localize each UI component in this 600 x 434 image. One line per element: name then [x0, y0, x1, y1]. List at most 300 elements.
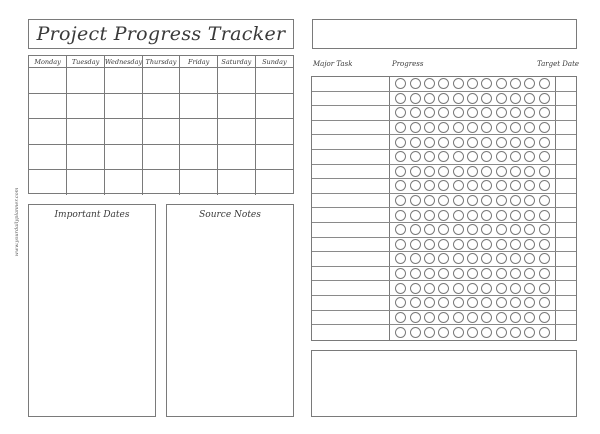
calendar-day-cell[interactable] [255, 170, 293, 195]
calendar-day-cell[interactable] [29, 93, 67, 119]
progress-circle-icon[interactable] [539, 239, 550, 250]
progress-circle-icon[interactable] [510, 166, 521, 177]
progress-cell [390, 165, 556, 179]
task-row [312, 106, 576, 121]
progress-circle-icon[interactable] [453, 253, 464, 264]
source-notes-panel[interactable] [166, 204, 294, 417]
progress-circle-icon[interactable] [424, 327, 435, 338]
progress-cell [390, 311, 556, 325]
progress-circle-icon[interactable] [395, 93, 406, 104]
progress-circle-icon[interactable] [438, 312, 449, 323]
progress-circle-icon[interactable] [539, 93, 550, 104]
progress-circle-icon[interactable] [410, 239, 421, 250]
progress-circle-icon[interactable] [481, 312, 492, 323]
task-row [312, 77, 576, 92]
progress-circle-icon[interactable] [438, 93, 449, 104]
progress-circle-icon[interactable] [496, 297, 507, 308]
progress-cell [390, 194, 556, 208]
calendar-day-cell[interactable] [29, 144, 67, 170]
progress-circle-icon[interactable] [524, 78, 535, 89]
progress-circle-icon[interactable] [539, 151, 550, 162]
calendar-day-cell[interactable] [142, 144, 180, 170]
progress-circle-icon[interactable] [438, 210, 449, 221]
progress-circle-icon[interactable] [453, 312, 464, 323]
task-name-cell[interactable] [312, 252, 390, 266]
progress-circle-icon[interactable] [438, 122, 449, 133]
task-name-cell[interactable] [312, 238, 390, 252]
target-date-cell[interactable] [556, 281, 576, 295]
progress-circle-icon[interactable] [496, 210, 507, 221]
progress-circle-icon[interactable] [424, 268, 435, 279]
calendar-day-cell[interactable] [104, 93, 142, 119]
task-row [312, 238, 576, 253]
progress-circle-icon[interactable] [524, 239, 535, 250]
progress-circle-icon[interactable] [410, 195, 421, 206]
calendar-day-cell[interactable] [104, 144, 142, 170]
progress-circle-icon[interactable] [467, 268, 478, 279]
target-date-cell[interactable] [556, 121, 576, 135]
progress-circle-icon[interactable] [410, 283, 421, 294]
calendar-day-cell[interactable] [142, 68, 180, 94]
progress-circle-icon[interactable] [539, 210, 550, 221]
progress-circle-icon[interactable] [410, 327, 421, 338]
progress-circle-icon[interactable] [467, 224, 478, 235]
progress-circle-icon[interactable] [539, 283, 550, 294]
progress-circle-icon[interactable] [453, 166, 464, 177]
progress-circle-icon[interactable] [410, 180, 421, 191]
progress-circle-icon[interactable] [410, 78, 421, 89]
progress-circle-icon[interactable] [524, 166, 535, 177]
progress-circle-icon[interactable] [467, 327, 478, 338]
calendar-day-cell[interactable] [67, 93, 105, 119]
progress-circle-icon[interactable] [424, 283, 435, 294]
progress-circle-icon[interactable] [424, 78, 435, 89]
progress-circle-icon[interactable] [481, 297, 492, 308]
progress-circle-icon[interactable] [539, 224, 550, 235]
task-name-cell[interactable] [312, 281, 390, 295]
task-name-cell[interactable] [312, 121, 390, 135]
progress-circle-icon[interactable] [395, 180, 406, 191]
progress-circle-icon[interactable] [510, 107, 521, 118]
progress-circle-icon[interactable] [438, 166, 449, 177]
calendar-day-cell[interactable] [104, 119, 142, 145]
progress-circle-icon[interactable] [524, 93, 535, 104]
progress-circle-icon[interactable] [539, 327, 550, 338]
progress-circle-icon[interactable] [453, 195, 464, 206]
progress-circle-icon[interactable] [496, 78, 507, 89]
progress-cell [390, 296, 556, 310]
progress-cell [390, 223, 556, 237]
task-name-cell[interactable] [312, 194, 390, 208]
progress-circle-icon[interactable] [438, 283, 449, 294]
progress-circle-icon[interactable] [410, 268, 421, 279]
progress-circle-icon[interactable] [539, 137, 550, 148]
progress-circle-icon[interactable] [510, 180, 521, 191]
calendar-day-cell[interactable] [218, 170, 256, 195]
progress-circle-icon[interactable] [410, 107, 421, 118]
progress-circle-icon[interactable] [453, 239, 464, 250]
progress-circle-icon[interactable] [438, 297, 449, 308]
progress-circle-icon[interactable] [467, 297, 478, 308]
important-dates-heading: Important Dates [54, 210, 130, 220]
progress-circle-icon[interactable] [510, 297, 521, 308]
progress-circle-icon[interactable] [424, 122, 435, 133]
progress-cell [390, 92, 556, 106]
progress-circle-icon[interactable] [424, 195, 435, 206]
progress-circle-icon[interactable] [539, 268, 550, 279]
progress-circle-icon[interactable] [467, 283, 478, 294]
progress-circle-icon[interactable] [539, 107, 550, 118]
progress-circle-icon[interactable] [496, 327, 507, 338]
progress-circle-icon[interactable] [496, 180, 507, 191]
calendar-day-cell[interactable] [29, 68, 67, 94]
progress-circle-icon[interactable] [524, 137, 535, 148]
task-name-cell[interactable] [312, 179, 390, 193]
progress-circle-icon[interactable] [524, 122, 535, 133]
progress-circle-icon[interactable] [438, 107, 449, 118]
task-name-cell[interactable] [312, 208, 390, 222]
progress-circle-icon[interactable] [438, 224, 449, 235]
progress-circle-icon[interactable] [524, 283, 535, 294]
progress-circle-icon[interactable] [481, 268, 492, 279]
progress-circle-icon[interactable] [395, 224, 406, 235]
calendar-day-cell[interactable] [180, 68, 218, 94]
progress-circle-icon[interactable] [481, 166, 492, 177]
progress-circle-icon[interactable] [395, 78, 406, 89]
progress-circle-icon[interactable] [410, 93, 421, 104]
progress-circle-icon[interactable] [496, 151, 507, 162]
progress-circle-icon[interactable] [424, 137, 435, 148]
progress-circle-icon[interactable] [524, 312, 535, 323]
progress-circle-icon[interactable] [453, 297, 464, 308]
progress-circle-icon[interactable] [410, 122, 421, 133]
progress-circle-icon[interactable] [395, 210, 406, 221]
progress-circle-icon[interactable] [424, 93, 435, 104]
progress-circle-icon[interactable] [438, 78, 449, 89]
progress-circle-icon[interactable] [481, 327, 492, 338]
target-date-cell[interactable] [556, 223, 576, 237]
progress-circle-icon[interactable] [524, 210, 535, 221]
progress-circle-icon[interactable] [438, 268, 449, 279]
progress-circle-icon[interactable] [510, 239, 521, 250]
progress-circle-icon[interactable] [395, 195, 406, 206]
progress-circle-icon[interactable] [438, 195, 449, 206]
progress-circle-icon[interactable] [524, 224, 535, 235]
target-date-cell[interactable] [556, 325, 576, 340]
day-header-tuesday: Tuesday [67, 56, 105, 68]
calendar-day-cell[interactable] [180, 93, 218, 119]
progress-circle-icon[interactable] [496, 137, 507, 148]
target-date-cell[interactable] [556, 165, 576, 179]
progress-circle-icon[interactable] [481, 253, 492, 264]
progress-circle-icon[interactable] [496, 166, 507, 177]
progress-circle-icon[interactable] [481, 239, 492, 250]
progress-circle-icon[interactable] [395, 122, 406, 133]
progress-circle-icon[interactable] [410, 210, 421, 221]
progress-circle-icon[interactable] [467, 78, 478, 89]
progress-circle-icon[interactable] [524, 107, 535, 118]
progress-circle-icon[interactable] [410, 151, 421, 162]
progress-circle-icon[interactable] [467, 107, 478, 118]
progress-circle-icon[interactable] [467, 239, 478, 250]
progress-circle-icon[interactable] [496, 195, 507, 206]
progress-circle-icon[interactable] [510, 224, 521, 235]
progress-circle-icon[interactable] [524, 151, 535, 162]
progress-circle-icon[interactable] [453, 137, 464, 148]
progress-circle-icon[interactable] [453, 180, 464, 191]
calendar-day-cell[interactable] [218, 144, 256, 170]
progress-circle-icon[interactable] [510, 268, 521, 279]
progress-circle-icon[interactable] [539, 180, 550, 191]
progress-circle-icon[interactable] [481, 195, 492, 206]
progress-circle-icon[interactable] [467, 166, 478, 177]
task-name-cell[interactable] [312, 165, 390, 179]
target-date-cell[interactable] [556, 135, 576, 149]
task-name-cell[interactable] [312, 311, 390, 325]
calendar-day-cell[interactable] [67, 119, 105, 145]
progress-circle-icon[interactable] [481, 210, 492, 221]
calendar-day-cell[interactable] [67, 68, 105, 94]
progress-circle-icon[interactable] [496, 239, 507, 250]
progress-circle-icon[interactable] [395, 268, 406, 279]
project-name-box[interactable] [312, 19, 577, 49]
progress-circle-icon[interactable] [453, 93, 464, 104]
progress-circle-icon[interactable] [510, 151, 521, 162]
website-watermark: www.yourdailyplanner.com [14, 187, 20, 257]
progress-circle-icon[interactable] [481, 151, 492, 162]
target-date-cell[interactable] [556, 208, 576, 222]
progress-circle-icon[interactable] [539, 312, 550, 323]
progress-circle-icon[interactable] [510, 253, 521, 264]
target-date-cell[interactable] [556, 311, 576, 325]
progress-circle-icon[interactable] [453, 283, 464, 294]
calendar-day-cell[interactable] [180, 170, 218, 195]
task-row [312, 194, 576, 209]
target-date-cell[interactable] [556, 150, 576, 164]
target-date-cell[interactable] [556, 77, 576, 91]
calendar-day-cell[interactable] [29, 170, 67, 195]
progress-circle-icon[interactable] [395, 297, 406, 308]
progress-circle-icon[interactable] [453, 268, 464, 279]
calendar-day-cell[interactable] [218, 68, 256, 94]
progress-cell [390, 135, 556, 149]
progress-circle-icon[interactable] [395, 137, 406, 148]
calendar-week-row [29, 68, 293, 94]
progress-circle-icon[interactable] [410, 297, 421, 308]
important-dates-panel[interactable] [28, 204, 156, 417]
progress-circle-icon[interactable] [424, 224, 435, 235]
progress-circle-icon[interactable] [481, 283, 492, 294]
day-header-saturday: Saturday [218, 56, 256, 68]
progress-circle-icon[interactable] [438, 151, 449, 162]
progress-circle-icon[interactable] [510, 122, 521, 133]
progress-circle-icon[interactable] [467, 312, 478, 323]
progress-circle-icon[interactable] [410, 224, 421, 235]
progress-circle-icon[interactable] [539, 78, 550, 89]
progress-circle-icon[interactable] [424, 297, 435, 308]
calendar-day-cell[interactable] [180, 119, 218, 145]
calendar-day-cell[interactable] [218, 119, 256, 145]
notes-box[interactable] [311, 350, 577, 417]
task-name-cell[interactable] [312, 150, 390, 164]
progress-circle-icon[interactable] [467, 151, 478, 162]
progress-circle-icon[interactable] [424, 180, 435, 191]
progress-circle-icon[interactable] [467, 122, 478, 133]
task-name-cell[interactable] [312, 92, 390, 106]
progress-circle-icon[interactable] [524, 268, 535, 279]
progress-circle-icon[interactable] [395, 327, 406, 338]
progress-circle-icon[interactable] [524, 180, 535, 191]
task-row [312, 121, 576, 136]
progress-circle-icon[interactable] [539, 166, 550, 177]
progress-circle-icon[interactable] [481, 137, 492, 148]
progress-circle-icon[interactable] [524, 297, 535, 308]
day-header-friday: Friday [180, 56, 218, 68]
progress-circle-icon[interactable] [467, 137, 478, 148]
progress-circle-icon[interactable] [539, 253, 550, 264]
progress-circle-icon[interactable] [410, 166, 421, 177]
progress-circle-icon[interactable] [496, 312, 507, 323]
progress-circle-icon[interactable] [510, 283, 521, 294]
task-row [312, 165, 576, 180]
task-name-cell[interactable] [312, 77, 390, 91]
progress-circle-icon[interactable] [410, 137, 421, 148]
progress-circle-icon[interactable] [539, 297, 550, 308]
target-date-cell[interactable] [556, 296, 576, 310]
calendar-day-cell[interactable] [142, 170, 180, 195]
calendar-week-row [29, 119, 293, 145]
progress-circle-icon[interactable] [496, 107, 507, 118]
target-date-cell[interactable] [556, 238, 576, 252]
progress-circle-icon[interactable] [395, 107, 406, 118]
progress-circle-icon[interactable] [539, 195, 550, 206]
task-name-cell[interactable] [312, 296, 390, 310]
calendar-day-cell[interactable] [255, 68, 293, 94]
task-name-cell[interactable] [312, 325, 390, 340]
progress-circle-icon[interactable] [481, 122, 492, 133]
calendar-day-cell[interactable] [104, 170, 142, 195]
progress-circle-icon[interactable] [438, 180, 449, 191]
progress-circle-icon[interactable] [410, 312, 421, 323]
progress-circle-icon[interactable] [410, 253, 421, 264]
calendar-day-cell[interactable] [255, 93, 293, 119]
progress-circle-icon[interactable] [453, 78, 464, 89]
progress-circle-icon[interactable] [510, 137, 521, 148]
progress-circle-icon[interactable] [467, 210, 478, 221]
progress-circle-icon[interactable] [539, 122, 550, 133]
progress-circle-icon[interactable] [395, 166, 406, 177]
progress-circle-icon[interactable] [496, 268, 507, 279]
progress-circle-icon[interactable] [524, 327, 535, 338]
progress-circle-icon[interactable] [510, 210, 521, 221]
progress-circle-icon[interactable] [453, 327, 464, 338]
progress-circle-icon[interactable] [438, 253, 449, 264]
progress-circle-icon[interactable] [481, 180, 492, 191]
task-name-cell[interactable] [312, 223, 390, 237]
task-name-cell[interactable] [312, 135, 390, 149]
progress-circle-icon[interactable] [395, 253, 406, 264]
progress-circle-icon[interactable] [424, 151, 435, 162]
progress-circle-icon[interactable] [424, 210, 435, 221]
progress-circle-icon[interactable] [496, 122, 507, 133]
calendar-week-row [29, 170, 293, 195]
calendar-day-cell[interactable] [142, 119, 180, 145]
progress-circle-icon[interactable] [481, 78, 492, 89]
progress-circle-icon[interactable] [467, 253, 478, 264]
task-name-cell[interactable] [312, 106, 390, 120]
progress-circle-icon[interactable] [467, 195, 478, 206]
progress-circle-icon[interactable] [453, 107, 464, 118]
progress-circle-icon[interactable] [496, 283, 507, 294]
task-name-cell[interactable] [312, 267, 390, 281]
progress-circle-icon[interactable] [481, 224, 492, 235]
target-date-cell[interactable] [556, 267, 576, 281]
calendar-day-cell[interactable] [29, 119, 67, 145]
progress-circle-icon[interactable] [467, 93, 478, 104]
progress-circle-icon[interactable] [481, 107, 492, 118]
calendar-day-cell[interactable] [67, 170, 105, 195]
target-date-cell[interactable] [556, 106, 576, 120]
calendar-day-cell[interactable] [255, 144, 293, 170]
progress-circle-icon[interactable] [438, 239, 449, 250]
progress-circle-icon[interactable] [510, 195, 521, 206]
progress-circle-icon[interactable] [481, 93, 492, 104]
task-row [312, 325, 576, 340]
progress-circle-icon[interactable] [395, 283, 406, 294]
progress-circle-icon[interactable] [395, 312, 406, 323]
progress-circle-icon[interactable] [453, 151, 464, 162]
progress-circle-icon[interactable] [424, 166, 435, 177]
progress-circle-icon[interactable] [395, 151, 406, 162]
progress-circle-icon[interactable] [395, 239, 406, 250]
progress-circle-icon[interactable] [510, 312, 521, 323]
progress-circle-icon[interactable] [453, 224, 464, 235]
progress-circle-icon[interactable] [424, 253, 435, 264]
calendar-day-cell[interactable] [67, 144, 105, 170]
calendar-day-cell[interactable] [104, 68, 142, 94]
progress-circle-icon[interactable] [496, 253, 507, 264]
target-date-cell[interactable] [556, 179, 576, 193]
progress-cell [390, 252, 556, 266]
progress-circle-icon[interactable] [424, 107, 435, 118]
progress-circle-icon[interactable] [496, 224, 507, 235]
progress-circle-icon[interactable] [438, 137, 449, 148]
progress-cell [390, 121, 556, 135]
progress-circle-icon[interactable] [510, 93, 521, 104]
progress-circle-icon[interactable] [453, 210, 464, 221]
calendar-day-cell[interactable] [255, 119, 293, 145]
progress-circle-icon[interactable] [424, 239, 435, 250]
progress-cell [390, 77, 556, 91]
page-title: Project Progress Tracker [36, 23, 286, 45]
progress-circle-icon[interactable] [510, 78, 521, 89]
progress-circle-icon[interactable] [453, 122, 464, 133]
calendar-day-cell[interactable] [218, 93, 256, 119]
progress-circle-icon[interactable] [438, 327, 449, 338]
progress-circle-icon[interactable] [496, 93, 507, 104]
target-date-cell[interactable] [556, 252, 576, 266]
target-date-cell[interactable] [556, 92, 576, 106]
calendar-day-cell[interactable] [142, 93, 180, 119]
day-header-thursday: Thursday [142, 56, 180, 68]
progress-circle-icon[interactable] [424, 312, 435, 323]
progress-circle-icon[interactable] [524, 195, 535, 206]
target-date-cell[interactable] [556, 194, 576, 208]
progress-circle-icon[interactable] [510, 327, 521, 338]
progress-circle-icon[interactable] [524, 253, 535, 264]
progress-circle-icon[interactable] [467, 180, 478, 191]
calendar-day-cell[interactable] [180, 144, 218, 170]
